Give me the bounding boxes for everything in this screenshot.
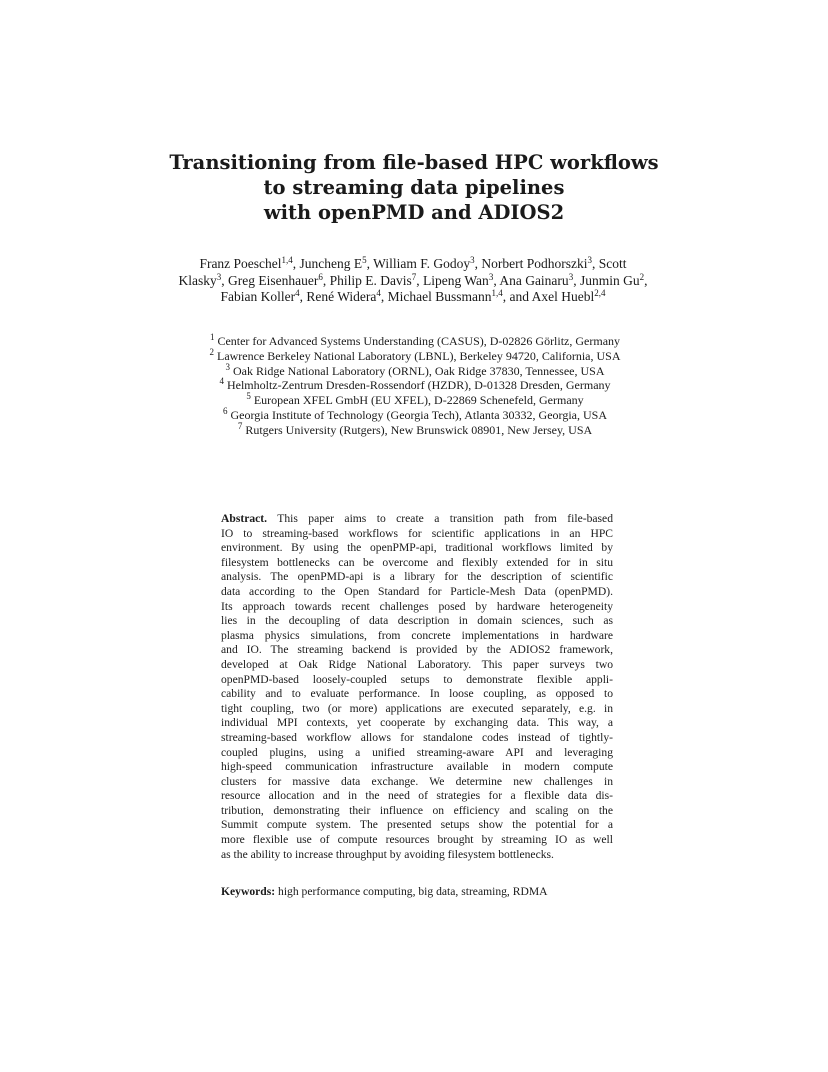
affiliation-text: Rutgers University (Rutgers), New Brunswick 08901, New Jersey, USA xyxy=(242,422,593,437)
author-affiliation-mark: 3 xyxy=(568,271,574,282)
abstract-line: high-speed communication infrastructure available in modern compute xyxy=(221,760,613,774)
abstract-line: environment. By using the openPMP-api, traditional workflows limited by xyxy=(221,541,613,555)
author-name: Michael Bussmann xyxy=(387,289,492,304)
author-affiliation-mark: 1,4 xyxy=(281,255,293,265)
affiliation xyxy=(170,334,660,349)
author-name: Fabian Koller xyxy=(220,289,296,304)
author-name: Lipeng Wan xyxy=(423,272,489,288)
abstract-line: IO to streaming-based workflows for scientific applications in an HPC xyxy=(221,526,613,540)
affiliation-list xyxy=(170,334,660,438)
author-name: Philip E. Davis xyxy=(329,272,412,288)
affiliation-number: 3 xyxy=(225,361,230,372)
abstract-line: streaming-based workflow allows for standalone codes instead of tightly- xyxy=(221,730,613,744)
paper-title xyxy=(0,150,828,225)
author xyxy=(300,256,367,271)
title-line: with openPMD and ADIOS2 xyxy=(263,201,565,224)
abstract-line: as the ability to increase throughput by avoiding filesystem bottlenecks. xyxy=(221,847,554,861)
abstract-line: tribution, demonstrating their influence on efficiency and scaling on the xyxy=(221,803,613,817)
author xyxy=(388,289,503,304)
author xyxy=(199,256,292,271)
author-name: René Widera xyxy=(306,289,377,304)
abstract xyxy=(221,512,613,862)
author xyxy=(330,273,417,288)
abstract-line: cability and to evaluate performance. In loose coupling, as opposed to xyxy=(221,687,613,701)
abstract-line: developed at Oak Ridge National Laboratory. This paper surveys two xyxy=(221,657,613,671)
author xyxy=(499,273,573,288)
author-conjunction: and xyxy=(509,289,532,304)
author xyxy=(306,289,381,304)
author-name: Scott Klasky xyxy=(178,256,627,288)
author-affiliation-mark: 3 xyxy=(587,255,593,265)
abstract-line: Its approach towards recent challenges posed by hardware heterogeneity xyxy=(221,599,613,613)
abstract-line: individual MPI contexts, yet cooperate by exchanging data. This way, a xyxy=(221,716,613,730)
abstract-line: plasma physics simulations, from concrete implementations in hardware xyxy=(221,628,613,642)
author xyxy=(481,256,592,271)
author-affiliation-mark: 2,4 xyxy=(594,288,606,298)
affiliation-text: Lawrence Berkeley National Laboratory (LBNL), Berkeley 94720, California, USA xyxy=(213,348,621,363)
abstract-line: tight coupling, two (or more) applications are executed separately, e.g. in xyxy=(221,701,613,715)
keywords-text: high performance computing, big data, streaming, RDMA xyxy=(278,885,548,898)
author xyxy=(532,289,606,304)
author-name: Greg Eisenhauer xyxy=(228,272,319,288)
author-affiliation-mark: 4 xyxy=(295,288,300,298)
affiliation-text: European XFEL GmbH (EU XFEL), D-22869 Schenefeld, Germany xyxy=(250,393,584,408)
title-line: Transitioning from file-based HPC workflows xyxy=(169,151,659,174)
author-affiliation-mark: 3 xyxy=(488,271,494,282)
author xyxy=(580,273,644,288)
author xyxy=(228,273,323,288)
affiliation-text: Center for Advanced Systems Understanding (CASUS), D-02826 Görlitz, Germany xyxy=(214,334,621,348)
affiliation-number: 2 xyxy=(209,346,214,357)
abstract-line: data according to the Open Standard for Particle-Mesh Data (openPMD). xyxy=(221,584,613,598)
abstract-line: resource allocation and in the need of strategies for a flexible data dis- xyxy=(221,789,613,803)
affiliation-number: 6 xyxy=(223,405,228,416)
author xyxy=(423,273,493,288)
author-name: Norbert Podhorszki xyxy=(481,256,588,271)
author xyxy=(373,256,475,271)
affiliation-text: Georgia Institute of Technology (Georgia Tech), Atlanta 30332, Georgia, USA xyxy=(227,407,607,422)
keywords xyxy=(221,885,613,900)
author-name: Junmin Gu xyxy=(579,272,640,288)
affiliation xyxy=(170,393,660,408)
affiliation xyxy=(170,378,660,393)
affiliation xyxy=(170,405,660,423)
author-affiliation-mark: 2 xyxy=(639,271,645,282)
author-name: Ana Gainaru xyxy=(499,272,569,288)
author-affiliation-mark: 7 xyxy=(411,271,417,282)
author-affiliation-mark: 1,4 xyxy=(491,288,503,298)
abstract-line: coupled plugins, using a unified streaming-aware API and leveraging xyxy=(221,745,613,759)
affiliation-number: 4 xyxy=(219,376,224,387)
keywords-heading: Keywords: xyxy=(221,885,276,898)
abstract-line: more flexible use of compute resources brought by streaming IO as well xyxy=(221,833,613,847)
author-affiliation-mark: 6 xyxy=(318,271,323,282)
affiliation xyxy=(170,361,660,379)
abstract-heading: Abstract. xyxy=(221,512,268,525)
abstract-line: openPMD-based loosely-coupled setups to demonstrate flexible appli- xyxy=(221,672,613,686)
abstract-line: analysis. The openPMD-api is a library for the description of scientific xyxy=(221,570,613,584)
author-affiliation-mark: 3 xyxy=(470,255,475,265)
affiliation-number: 1 xyxy=(209,332,215,342)
author xyxy=(220,289,299,304)
affiliation-number: 5 xyxy=(246,391,251,402)
abstract-line: filesystem bottlenecks can be overcome and flexibly extended for in situ xyxy=(221,555,613,569)
title-line: to streaming data pipelines xyxy=(263,176,565,199)
abstract-line: Summit compute system. The presented setups show the potential for a xyxy=(221,818,613,832)
author-name: Axel Huebl xyxy=(531,289,595,304)
abstract-line: and IO. The streaming backend is provided by the ADIOS2 framework, xyxy=(221,643,613,657)
author-affiliation-mark: 5 xyxy=(362,255,367,265)
author-affiliation-mark: 4 xyxy=(376,288,381,298)
affiliation-text: Oak Ridge National Laboratory (ORNL), Oak Ridge 37830, Tennessee, USA xyxy=(229,363,605,378)
abstract-line: Abstract. This paper aims to create a transition path from file-based xyxy=(221,512,613,525)
affiliation xyxy=(170,346,660,364)
abstract-line: clusters for massive data exchange. We determine new challenges in xyxy=(221,774,613,788)
author-name: William F. Godoy xyxy=(373,256,471,271)
affiliation-text: Helmholtz-Zentrum Dresden-Rossendorf (HZDR), D-01328 Dresden, Germany xyxy=(223,378,611,393)
abstract-line: lies in the decoupling of data description in domain sciences, such as xyxy=(221,614,613,628)
author-name: Franz Poeschel xyxy=(199,256,282,271)
author-affiliation-mark: 3 xyxy=(216,271,222,282)
affiliation xyxy=(170,420,660,438)
author-name: Juncheng E xyxy=(299,256,363,271)
author-list: Franz Poeschel$^{1,4}$, Juncheng $E^5$, William F. Godoy$^3$, Norbert Podhorszki$^3$, Scott Klasky$^3$, Greg Eisenhauer$^6$, Philip E. Davis$^7$, Lipeng Wan$^3$, Ana Gainaru$^3$, Junmin Gu$^2$, Fabian Koller$^4$, René Widera$^4$, Michael Bussmann$^{1,4}$, and Axel Huebl$^{2,4}$ xyxy=(178,255,648,304)
affiliation-number: 7 xyxy=(237,420,243,431)
